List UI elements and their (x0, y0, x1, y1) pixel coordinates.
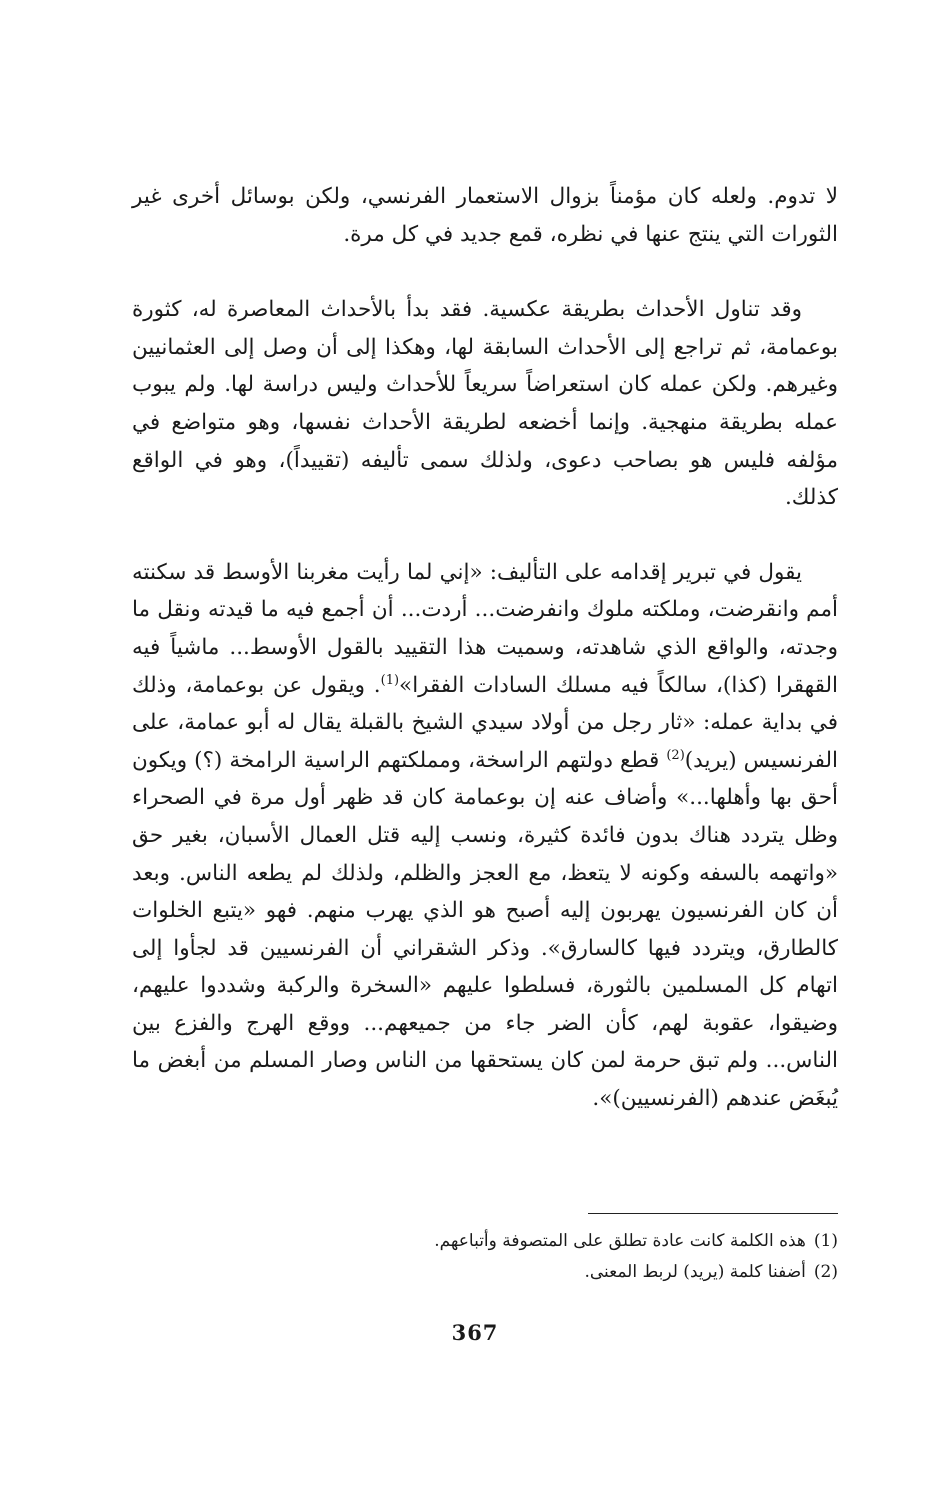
paragraph-1: لا تدوم. ولعله كان مؤمناً بزوال الاستعمار الفرنسي، ولكن بوسائل أخرى غير الثورات التي ينتج عنها في نظره، قمع جديد في كل مرة. (132, 184, 838, 247)
footnote-2-number: (2) (813, 1262, 838, 1282)
footnote-1 (132, 1226, 838, 1257)
page-number: 367 (451, 1320, 499, 1345)
paragraph-3-part-2: . ويقول عن بوعمامة، وذلك في بداية عمله: «ثار رجل من أولاد سيدي الشيخ بالقبلة يقال له أبو عمامة، على الفرنسيس (يريد) (132, 672, 838, 773)
page-body (132, 178, 838, 1118)
footnote-ref-2: (2) (666, 747, 685, 763)
footnote-ref-1: (1) (380, 672, 400, 688)
footnote-1-text: هذه الكلمة كانت عادة تطلق على المتصوفة وأتباعهم. (434, 1231, 806, 1251)
footnote-divider (588, 1213, 838, 1214)
paragraph-2: وقد تناول الأحداث بطريقة عكسية. فقد بدأ بالأحداث المعاصرة له، كثورة بوعمامة، ثم تراجع إلى الأحداث السابقة لها، وهكذا إلى أن وصل إلى العثمانيين وغيرهم. ولكن عمله كان استعراضاً سريعاً للأحداث وليس دراسة لها. ولم يبوب عمله بطريقة منهجية. وإنما أخضعه لطريقة الأحداث نفسها، وهو متواضع في مؤلفه فليس هو بصاحب دعوى، ولذلك سمى تأليفه (تقييداً)، وهو في الواقع كذلك. (132, 297, 838, 511)
footnotes (132, 1226, 838, 1288)
footnote-2 (132, 1257, 838, 1288)
paragraph-3-part-1: يقول في تبرير إقدامه على التأليف: «إني لما رأيت مغربنا الأوسط قد سكنته أمم وانقرضت، وملكته ملوك وانفرضت... أردت... أن أجمع فيه ما قيدته ونقل ما وجدته، والواقع الذي شاهدته، وسميت هذا التقييد بالقول الأوسط... ماشياً فيه القهقرا (كذا)، سالكاً فيه مسلك السادات الفقرا» (132, 559, 838, 698)
paragraph-3-part-3: قطع دولتهم الراسخة، ومملكتهم الراسية الرامخة (؟) ويكون أحق بها وأهلها...» وأضاف عنه إن بوعمامة كان قد ظهر أول مرة في الصحراء وظل يتردد هناك بدون فائدة كثيرة، ونسب إليه قتل العمال الأسبان، بغير حق «واتهمه بالسفه وكونه لا يتعظ، مع العجز والظلم، ولذلك لم يطعه الناس. وبعد أن كان الفرنسيون يهربون إليه أصبح هو الذي يهرب منهم. فهو «يتبع الخلوات كالطارق، ويتردد فيها كالسارق». وذكر الشقراني أن الفرنسيين قد لجأوا إلى اتهام كل المسلمين بالثورة، فسلطوا عليهم «السخرة والركبة وشددوا عليهم، وضيقوا، عقوبة لهم، كأن الضر جاء من جميعهم... ووقع الهرج والفزع بين الناس... ولم تبق حرمة لمن كان يستحقها من الناس وصار المسلم من أبغض ما يُبغَض عندهم (الفرنسيين)». (132, 747, 838, 1112)
paragraph-3 (132, 554, 838, 1118)
footnote-2-text: أضفنا كلمة (يريد) لربط المعنى. (584, 1262, 806, 1282)
footnote-1-number: (1) (813, 1231, 838, 1251)
